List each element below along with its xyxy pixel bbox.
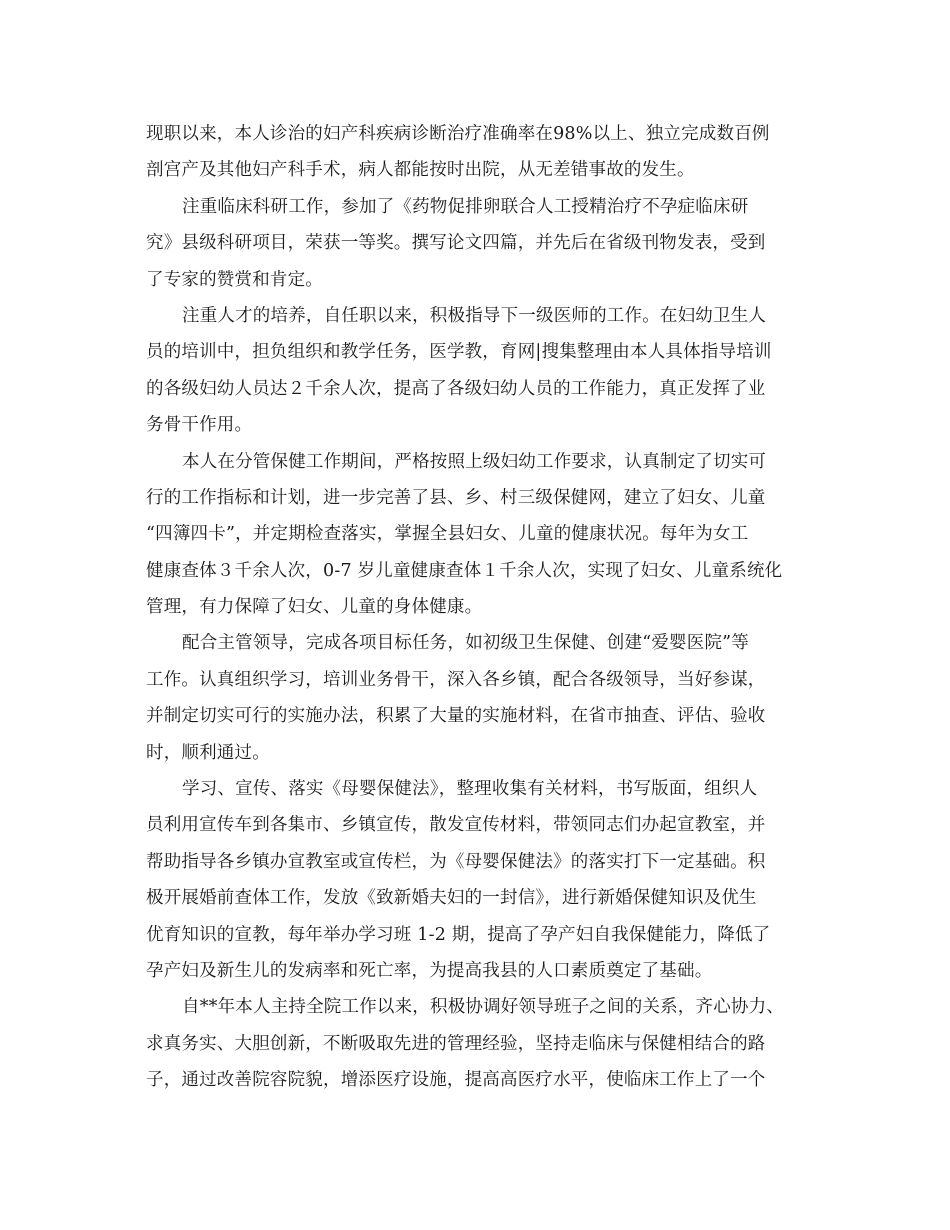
paragraph [146,625,806,771]
text-line: 时，顺利通过。 [146,742,270,763]
text-line: 现职以来，本人诊治的妇产科疾病诊断治疗准确率在98%以上、独立完成数百例 [146,124,770,144]
text-line: 剖宫产及其他妇产科手术，病人都能按时出院，从无差错事故的发生。 [146,160,695,181]
text-line: 帮助指导各乡镇办宣教室或宣传栏，为《母婴保健法》的落实打下一定基础。积 [146,851,766,872]
paragraph [146,116,806,189]
text-line: 注重人才的培养，自任职以来，积极指导下一级医师的工作。在妇幼卫生人 [182,305,767,326]
text-line: 配合主管领导，完成各项目标任务，如初级卫生保健、创建“爱婴医院”等 [182,633,749,654]
text-line: 管理，有力保障了妇女、儿童的身体健康。 [146,597,483,618]
text-line: 自**年本人主持全院工作以来，积极协调好领导班子之间的关系，齐心协力、 [182,997,784,1018]
text-line: 孕产妇及新生儿的发病率和死亡率，为提高我县的人口素质奠定了基础。 [146,960,713,981]
text-line: 求真务实、大胆创新，不断吸取先进的管理经验，坚持走临床与保健相结合的路 [146,1033,766,1054]
text-line: 究》县级科研项目，荣获一等奖。撰写论文四篇，并先后在省级刊物发表，受到 [146,233,766,254]
text-line: 学习、宣传、落实《母婴保健法》，整理收集有关材料，书写版面，组织人 [182,779,758,800]
text-line: 并制定切实可行的实施办法，积累了大量的实施材料，在省市抽查、评估、验收 [146,706,766,727]
text-line: 优育知识的宣教，每年举办学习班 1-2 期，提高了孕产妇自我保健能力，降低了 [146,924,771,945]
text-line: 员的培训中，担负组织和教学任务，医学教，育网|搜集整理由本人具体指导培训 [146,342,772,363]
text-line: 健康查体３千余人次，0-7 岁儿童健康查体１千余人次，实现了妇女、儿童系统化 [146,560,783,581]
document-body [146,116,806,1099]
text-line: “四簿四卡”，并定期检查落实，掌握全县妇女、儿童的健康状况。每年为女工 [146,524,749,545]
paragraph [146,444,806,626]
paragraph [146,771,806,989]
text-line: 行的工作指标和计划，进一步完善了县、乡、村三级保健网，建立了妇女、儿童 [146,487,766,508]
text-line: 子，通过改善院容院貌，增添医疗设施，提高高医疗水平，使临床工作上了一个 [146,1070,766,1091]
text-line: 员利用宣传车到各集市、乡镇宣传，散发宣传材料，带领同志们办起宣教室，并 [146,815,766,836]
text-line: 工作。认真组织学习，培训业务骨干，深入各乡镇，配合各级领导，当好参谋， [146,669,766,690]
paragraph [146,298,806,444]
text-line: 的各级妇幼人员达２千余人次，提高了各级妇幼人员的工作能力，真正发挥了业 [146,378,766,399]
text-line: 务骨干作用。 [146,415,253,436]
text-line: 注重临床科研工作，参加了《药物促排卵联合人工授精治疗不孕症临床研 [182,196,749,217]
paragraph [146,989,806,1098]
text-line: 极开展婚前查体工作，发放《致新婚夫妇的一封信》，进行新婚保健知识及优生 [146,888,757,909]
text-line: 了专家的赞赏和肯定。 [146,269,323,290]
paragraph [146,189,806,298]
text-line: 本人在分管保健工作期间，严格按照上级妇幼工作要求，认真制定了切实可 [182,451,767,472]
